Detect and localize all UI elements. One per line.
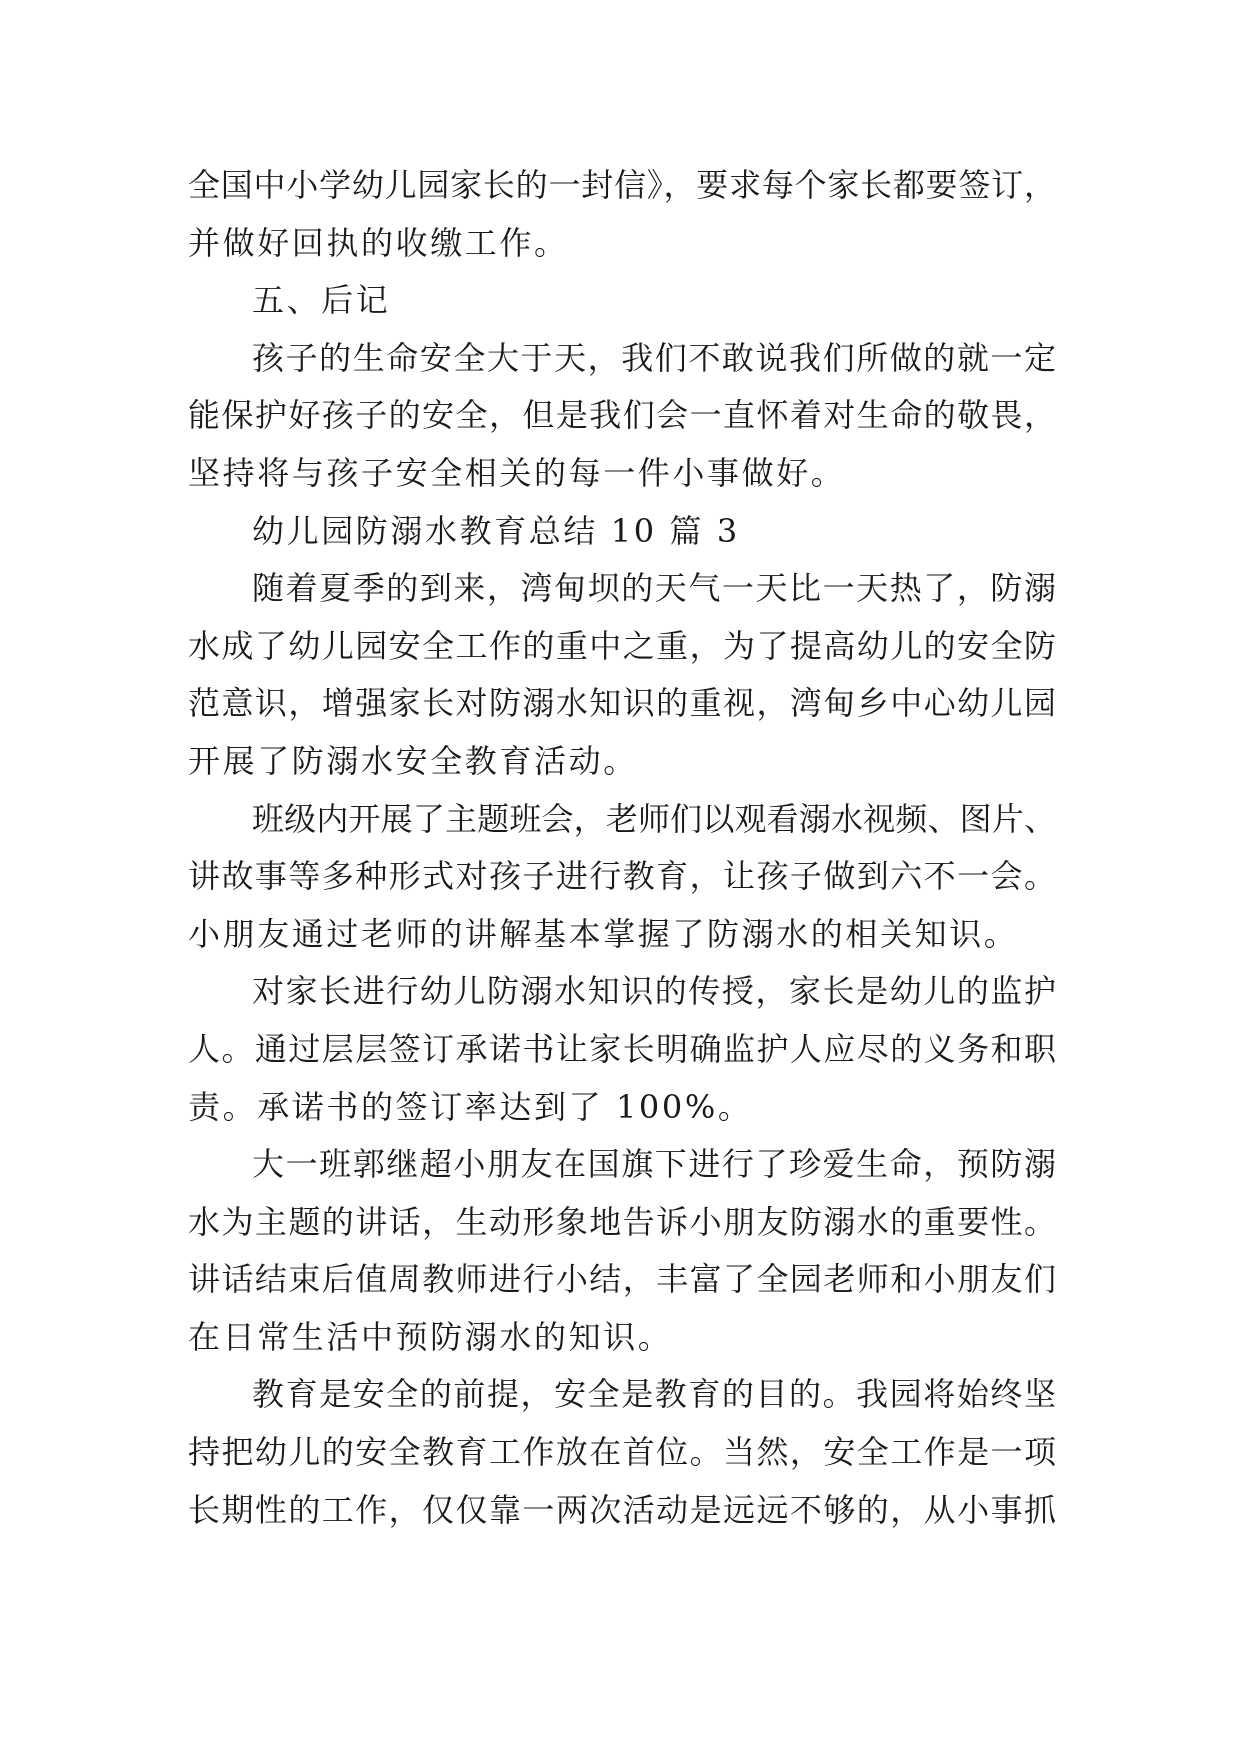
text-line: 随着夏季的到来，湾甸坝的天气一天比一天热了，防溺 bbox=[252, 569, 1056, 608]
text-line: 并做好回执的收缴工作。 bbox=[188, 223, 569, 262]
document-body bbox=[188, 157, 1056, 1539]
text-line: 水为主题的讲话，生动形象地告诉小朋友防溺水的重要性。 bbox=[188, 1202, 1056, 1241]
text-line: 教育是安全的前提，安全是教育的目的。我园将始终坚 bbox=[252, 1375, 1056, 1414]
text-line: 人。通过层层签订承诺书让家长明确监护人应尽的义务和职 bbox=[188, 1029, 1056, 1068]
text-line: 长期性的工作，仅仅靠一两次活动是远远不够的，从小事抓 bbox=[188, 1490, 1056, 1529]
text-line: 对家长进行幼儿防溺水知识的传授，家长是幼儿的监护 bbox=[252, 972, 1056, 1011]
text-line: 孩子的生命安全大于天，我们不敢说我们所做的就一定 bbox=[252, 338, 1056, 377]
text-line: 范意识，增强家长对防溺水知识的重视，湾甸乡中心幼儿园 bbox=[188, 684, 1056, 723]
text-line: 坚持将与孩子安全相关的每一件小事做好。 bbox=[188, 453, 846, 492]
text-line: 班级内开展了主题班会，老师们以观看溺水视频、图片、 bbox=[252, 799, 1056, 838]
text-line: 讲话结束后值周教师进行小结，丰富了全园老师和小朋友们 bbox=[188, 1260, 1056, 1299]
text-line: 在日常生活中预防溺水的知识。 bbox=[188, 1317, 673, 1356]
text-line: 水成了幼儿园安全工作的重中之重，为了提高幼儿的安全防 bbox=[188, 626, 1056, 665]
text-line: 全国中小学幼儿园家长的一封信》，要求每个家长都要签订， bbox=[188, 166, 1056, 204]
text-line: 能保护好孩子的安全，但是我们会一直怀着对生命的敬畏， bbox=[188, 396, 1056, 435]
text-line: 开展了防溺水安全教育活动。 bbox=[188, 741, 638, 780]
text-line: 小朋友通过老师的讲解基本掌握了防溺水的相关知识。 bbox=[188, 914, 1019, 953]
text-line: 幼儿园防溺水教育总结 10 篇 3 bbox=[252, 511, 740, 550]
text-line: 持把幼儿的安全教育工作放在首位。当然，安全工作是一项 bbox=[188, 1433, 1056, 1472]
text-line: 五、后记 bbox=[252, 281, 391, 320]
text-line: 责。承诺书的签订率达到了 100%。 bbox=[188, 1087, 753, 1126]
text-line: 讲故事等多种形式对孩子进行教育，让孩子做到六不一会。 bbox=[188, 857, 1056, 896]
text-line: 大一班郭继超小朋友在国旗下进行了珍爱生命，预防溺 bbox=[252, 1145, 1056, 1184]
